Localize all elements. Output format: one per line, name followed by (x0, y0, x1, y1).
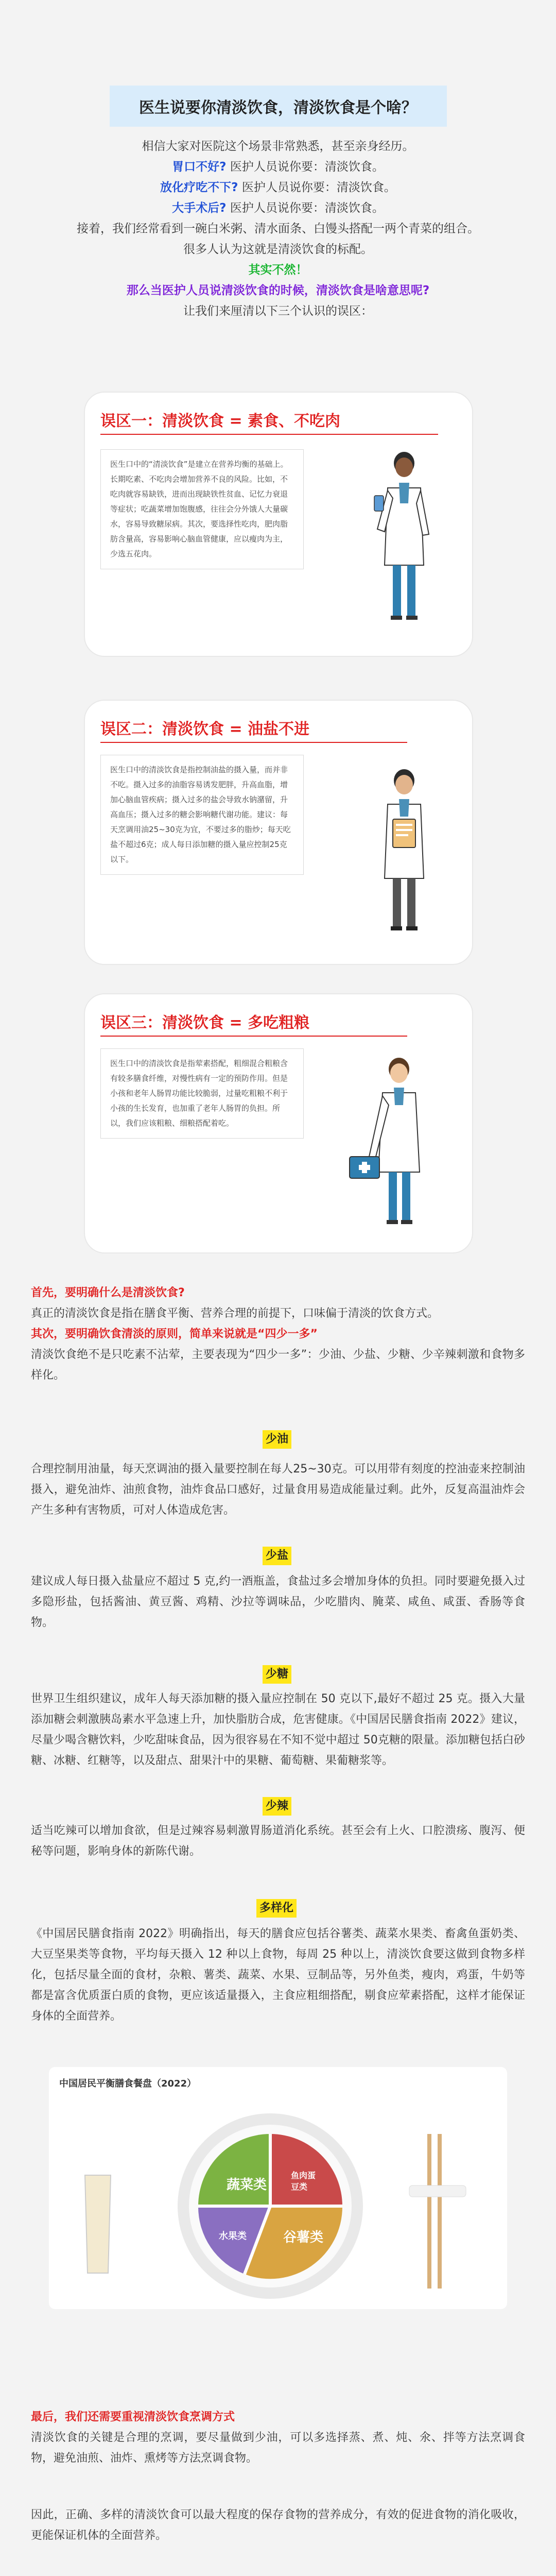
myth-3-body: 医生口中的清淡饮食是指荤素搭配，粗细混合粗粮含有较多膳食纤维，对慢性病有一定的预防作用。但是小孩和老年人肠胃功能比较脆弱，过量吃粗粮不利于小孩的生长发育，也加重了老年人肠胃的负担。所以，我们应该粗粮、细粮搭配着吃。 (100, 1048, 304, 1139)
section-cooking (31, 2407, 525, 2469)
intro-line-2: 接着，我们经常看到一碗白米粥、清水面条、白馒头搭配一两个青菜的组合。 (77, 222, 479, 235)
doctor-with-medical-kit-icon (342, 1054, 445, 1229)
plate-label-fruit: 水果类 (219, 2231, 247, 2242)
doctor-holding-bottle-icon (373, 447, 435, 627)
intro-line-1: 相信大家对医院这个场景非常熟悉，甚至亲身经历。 (142, 140, 414, 153)
myth-2-body: 医生口中的清淡饮食是指控制油盐的摄入量，而并非不吃。摄入过多的油脂容易诱发肥胖，升高血脂，增加心脑血管疾病；摄入过多的盐会导致水钠潴留，升高血压；摄入过多的糖会影响糖代谢功能。建议：每天烹调用油25~30克为宜，不要过多的脂炒；每天吃盐不超过6克；成人每日添加糖的摄入量应控制25克以下。 (100, 755, 304, 875)
intro-question: 那么当医护人员说清淡饮食的时候，清淡饮食是啥意思呢? (126, 284, 430, 297)
myth-card-1 (84, 392, 473, 657)
intro-qa-2 (0, 177, 556, 198)
intro-section (0, 136, 556, 321)
plate-title: 中国居民平衡膳食餐盘（2022） (59, 2078, 197, 2089)
section-3-heading: 最后，我们还需要重视清淡饮食烹调方式 (31, 2411, 235, 2424)
plate-label-grain: 谷薯类 (283, 2230, 324, 2245)
spicy-paragraph: 适当吃辣可以增加食欲，但是过辣容易刺激胃肠道消化系统。甚至会有上火、口腔溃疡、腹泻、便秘等问题，影响身体的新陈代谢。 (31, 1824, 525, 1858)
qa-question-2: 放化疗吃不下? (160, 181, 238, 194)
qa-answer-1: 医护人员说你要：清淡饮食。 (226, 160, 384, 174)
tag-less-sugar: 少糖 (263, 1665, 291, 1684)
myth-card-2 (84, 700, 473, 965)
myth-2-heading: 误区二：清淡饮食 = 油盐不进 (100, 716, 309, 743)
section-what-is (31, 1283, 525, 1386)
myth-card-3 (84, 993, 473, 1253)
intro-line-4: 让我们来厘清以下三个认识的误区： (183, 304, 373, 318)
sugar-paragraph: 世界卫生组织建议，成年人每天添加糖的摄入量应控制在 50 克以下,最好不超过 25 克。摄入大量添加糖会刺激胰岛素水平急速上升，加快脂肪合成，危害健康。《中国居民膳食指南 2022》建议，尽量少喝含糖饮料，少吃甜味食品，因为很容易在不知不觉中超过 50克糖的限量。添加糖包括白砂糖、冰糖、红糖等，以及甜点、甜果汁中的果糖、葡萄糖、果葡糖浆等。 (31, 1692, 525, 1767)
tag-less-oil: 少油 (263, 1430, 291, 1449)
doctor-with-clipboard-icon (373, 765, 435, 935)
intro-qa-3 (0, 198, 556, 218)
variety-paragraph: 《中国居民膳食指南 2022》明确指出，每天的膳食应包括谷薯类、蔬菜水果类、畜禽鱼蛋奶类、大豆坚果类等食物，平均每天摄入 12 种以上食物，每周 25 种以上，清淡饮食要这做到食物多样化，包括尽量全面的食材，杂粮、薯类、蔬菜、水果、豆制品等，另外鱼类，瘦肉，鸡蛋，牛奶等都是富含优质蛋白质的食物，更应该适量摄入，主食应粗细搭配，剔食应荤素搭配，这样才能保证身体的全面营养。 (31, 1927, 525, 2023)
plate-label-veg: 蔬菜类 (227, 2177, 267, 2193)
conclusion-paragraph: 因此，正确、多样的清淡饮食可以最大程度的保存食物的营养成分，有效的促进食物的消化吸收，更能保证机体的全面营养。 (31, 2509, 525, 2542)
myth-3-heading: 误区三：清淡饮食 = 多吃粗粮 (100, 1010, 309, 1037)
page-title-text: 医生说要你清淡饮食，清淡饮食是个啥？ (139, 99, 417, 117)
oil-paragraph: 合理控制用油量，每天烹调油的摄入量要控制在每人25~30克。可以用带有刻度的控油壶来控制油摄入，避免油炸、油煎食物，油炸食品口感好，过量食用易造成能量过剩。此外，反复高温油炸会产生多种有害物质，可对人体造成危害。 (31, 1463, 525, 1517)
plate-label-meat: 鱼肉蛋豆类 (291, 2171, 316, 2192)
qa-answer-2: 医护人员说你要：清淡饮食。 (238, 181, 396, 194)
myth-1-body: 医生口中的“清淡饮食”是建立在营养均衡的基础上。长期吃素、不吃肉会增加营养不良的风险。比如，不吃肉就容易缺铁，进而出现缺铁性贫血、记忆力衰退等症状；吃蔬菜增加饱腹感，往往会分外饿人大量碳水，容易导致糖尿病。其次，要选择性吃肉，肥肉脂肪含量高，容易影响心脑血管健康，应以瘦肉为主，少选五花肉。 (100, 449, 304, 569)
salt-paragraph: 建议成人每日摄入盐量应不超过 5 克,约一酒瓶盖，食盐过多会增加身体的负担。同时要避免摄入过多隐形盐，包括酱油、黄豆酱、鸡精、沙拉等调味品，少吃腊肉、腌菜、咸鱼、咸蛋、香肠等食物。 (31, 1575, 525, 1629)
section-1-heading: 首先，要明确什么是清淡饮食? (31, 1286, 185, 1299)
tag-variety: 多样化 (256, 1899, 297, 1918)
myth-1-heading: 误区一：清淡饮食 = 素食、不吃肉 (100, 408, 340, 435)
balanced-diet-plate-image (49, 2067, 507, 2309)
intro-qa-1 (0, 157, 556, 177)
section-2-heading: 其次，要明确饮食清淡的原则，简单来说就是“四少一多” (31, 1328, 318, 1341)
qa-question-1: 胃口不好? (172, 160, 227, 174)
intro-not-so: 其实不然！ (248, 263, 308, 277)
qa-question-3: 大手术后? (172, 201, 227, 215)
section-3-body: 清淡饮食的关键是合理的烹调，要尽量做到少油，可以多选择蒸、煮、炖、氽、拌等方法烹调食物，避免油煎、油炸、熏烤等方法烹调食物。 (31, 2431, 525, 2465)
plate-illustration (49, 2067, 507, 2309)
qa-answer-3: 医护人员说你要：清淡饮食。 (226, 201, 384, 215)
section-2-body: 清淡饮食绝不是只吃素不沾荤，主要表现为“四少一多”：少油、少盐、少糖、少辛辣刺激和食物多样化。 (31, 1348, 525, 1382)
tag-less-salt: 少盐 (263, 1547, 291, 1565)
intro-line-3: 很多人认为这就是清淡饮食的标配。 (183, 243, 373, 256)
tag-less-spicy: 少辣 (263, 1797, 291, 1816)
section-1-body: 真正的清淡饮食是指在膳食平衡、营养合理的前提下，口味偏于清淡的饮食方式。 (31, 1307, 439, 1320)
page-title (110, 86, 447, 127)
